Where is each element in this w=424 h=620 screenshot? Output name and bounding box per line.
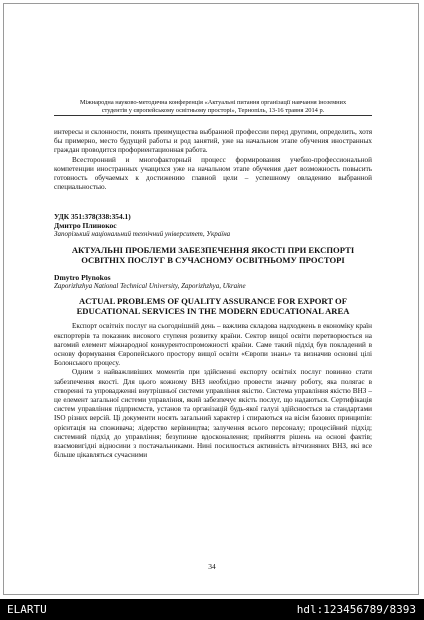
affiliation-en: Zaporizhzhya National Technical University, Zaporizhzhya, Ukraine — [54, 282, 246, 291]
affiliation-ua: Запорізький національний технічний університет, Україна — [54, 230, 231, 239]
previous-article-paragraph-2: Всесторонний и многофакторный процесс формирования учебно-профессиональной компетенции иностранных учащихся уже на начальном этапе обучения дает возможность повысить готовность обучаемых к достижению главной цели – успешному овладению выбранной специальностью. — [54, 155, 372, 192]
previous-article-paragraph-1: интересы и склонности, понять преимущества выбранной профессии перед другими, определить, хотя бы примерно, место будущей работы и род занятий, уже на начальном этапе обучения иностранных граждан проводится профориентационная работа. — [54, 128, 372, 155]
conference-header — [54, 99, 372, 116]
author-name-en: Dmytro Plynokos — [54, 273, 111, 283]
header-line-1: Міжнародна науково-методична конференція «Актуальні питання організації навчання іноземних — [79, 99, 347, 106]
page-number: 34 — [208, 562, 216, 571]
article-title-ua: АКТУАЛЬНІ ПРОБЛЕМИ ЗАБЕЗПЕЧЕННЯ ЯКОСТІ ПРИ ЕКСПОРТІ ОСВІТНІХ ПОСЛУГ В СУЧАСНОМУ ОСВІТНЬОМУ ПРОСТОРІ — [71, 245, 355, 266]
header-line-2: студентів у європейському освітньому просторі», Тернопіль, 13-16 травня 2014 р. — [101, 106, 325, 114]
body-paragraph-2: Одним з найважливіших моментів при здійсненні експорту освітніх послуг повинно стати забезпечення якості. Для цього кожному ВНЗ необхідно провести значну роботу, яка полягає в створенні та упровадженні внутрішньої системи управління якістю. Система управління якістю ВНЗ – це елемент загальної системи управління, який забезпечує якість послуг, що надаються. Сертифікація систем управління підприємств, установ та організацій будь-якої галузі здійснюється за стандартами ISO різних версій. Ці документи носять загальний характер і спираються на вісім базових принципів: орієнтація на споживача; лідерство керівництва; залучення всього персоналу; процесійний підхід; системний підхід до управління; безупинне вдосконалення; прийняття рішень на основі фактів; взаємовигідні відносини з постачальниками. Нині посилюється активність вітчизняних ВНЗ, які все більше цікавляться сучасними — [54, 368, 372, 460]
udk-code: УДК 351:378(338:354.1) — [54, 212, 131, 222]
article-title-en: ACTUAL PROBLEMS OF QUALITY ASSURANCE FOR EXPORT OF EDUCATIONAL SERVICES IN THE MODERN EDUCATIONAL AREA — [76, 296, 350, 317]
page-content — [54, 128, 372, 460]
repository-name: ELARTU — [7, 603, 47, 616]
author-name-ua: Дмитро Плинокос — [54, 221, 117, 231]
body-paragraph-1: Експорт освітніх послуг на сьогоднішній день – важлива складова надходжень в економіку країн експортерів та показник високого ступеня розвитку країни. Сектор вищої освіти перетворюється на вагомий елемент міжнародної конкурентоспроможності країни. Саме такий підхід був покладений в основу формування Європейського простору вищої освіти «Європи знань» та визначив основні цілі Болонського процесу. — [54, 322, 372, 368]
repository-footer-bar — [0, 599, 424, 620]
handle-identifier: hdl:123456789/8393 — [296, 603, 416, 616]
